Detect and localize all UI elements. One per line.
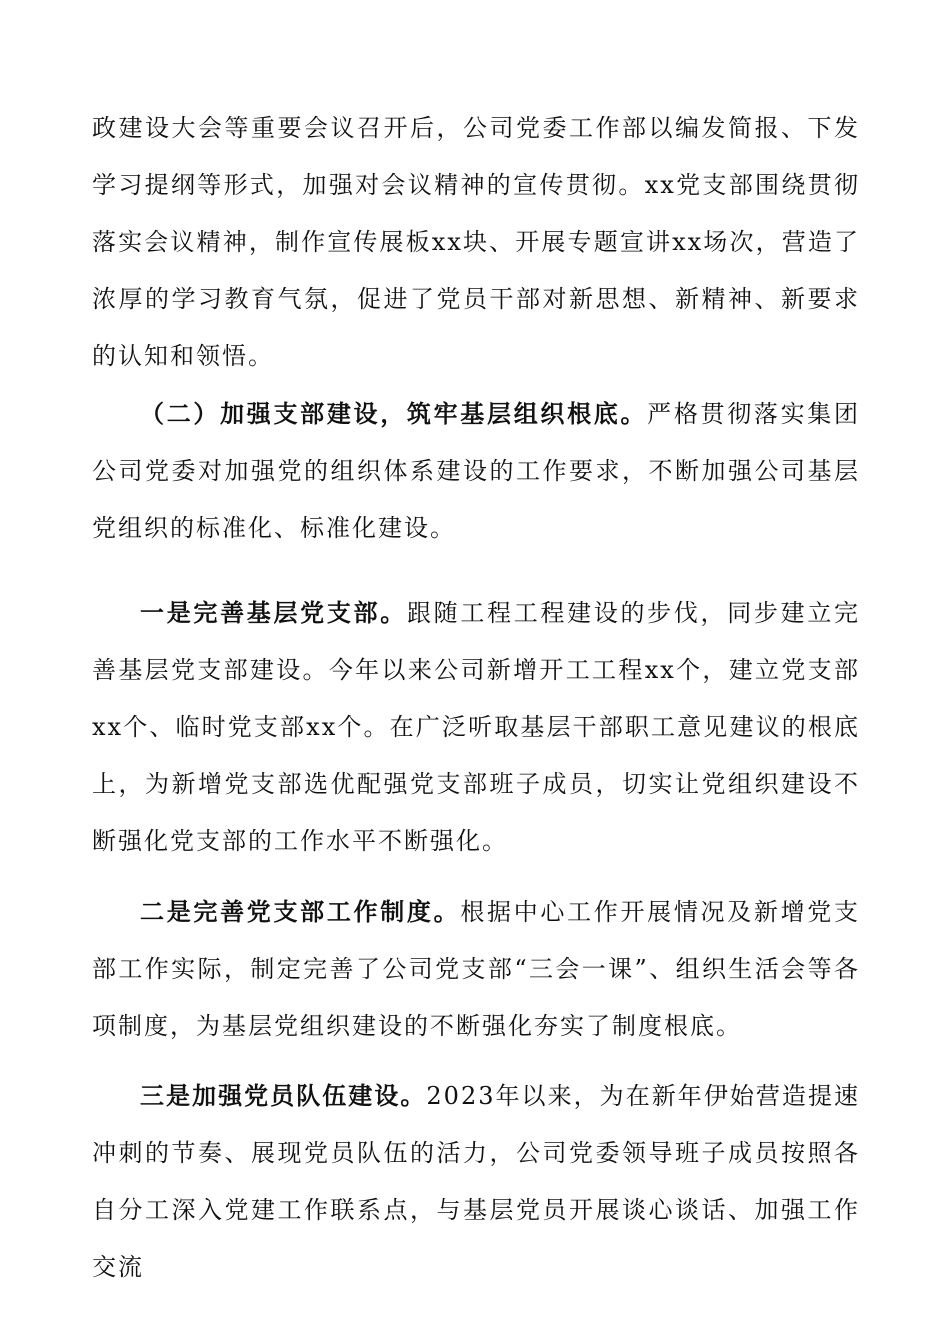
paragraph-body: 跟随工程工程建设的步伐，同步建立完善基层党支部建设。今年以来公司新增开工工程xx个，建立党支部xx个、临时党支部xx个。在广泛听取基层干部职工意见建议的根底上，为新增党支部选优配强党支部班子成员，切实让党组织建设不断强化党支部的工作水平不断强化。 bbox=[92, 599, 861, 855]
paragraph-continuation bbox=[92, 100, 860, 385]
item-heading: 一是完善基层党支部。 bbox=[140, 598, 407, 627]
paragraph-item-one bbox=[92, 584, 860, 870]
paragraph-body: 根据中心工作开展情况及新增党支部工作实际，制定完善了公司党支部“三会一课”、组织生活会等各项制度，为基层党组织建设的不断强化夯实了制度根底。 bbox=[92, 898, 861, 1040]
section-heading: （二）加强支部建设，筑牢基层组织根底。 bbox=[140, 399, 648, 428]
paragraph-item-three bbox=[92, 1067, 860, 1296]
item-heading: 二是完善党支部工作制度。 bbox=[140, 897, 461, 926]
item-heading: 三是加强党员队伍建设。 bbox=[140, 1081, 427, 1110]
paragraph-body: 2023年以来，为在新年伊始营造提速冲刺的节奏、展现党员队伍的活力，公司党委领导班子成员按照各自分工深入党建工作联系点，与基层党员开展谈心谈话、加强工作交流 bbox=[92, 1082, 860, 1281]
paragraph-section-two bbox=[92, 385, 860, 557]
paragraph-item-two bbox=[92, 883, 860, 1055]
paragraph-body: 政建设大会等重要会议召开后，公司党委工作部以编发简报、下发学习提纲等形式，加强对会议精神的宣传贯彻。xx党支部围绕贯彻落实会议精神，制作宣传展板xx块、开展专题宣讲xx场次，营造了浓厚的学习教育气氛，促进了党员干部对新思想、新精神、新要求的认知和领悟。 bbox=[92, 114, 860, 370]
paragraph-body: 严格贯彻落实集团公司党委对加强党的组织体系建设的工作要求，不断加强公司基层党组织的标准化、标准化建设。 bbox=[92, 400, 861, 542]
